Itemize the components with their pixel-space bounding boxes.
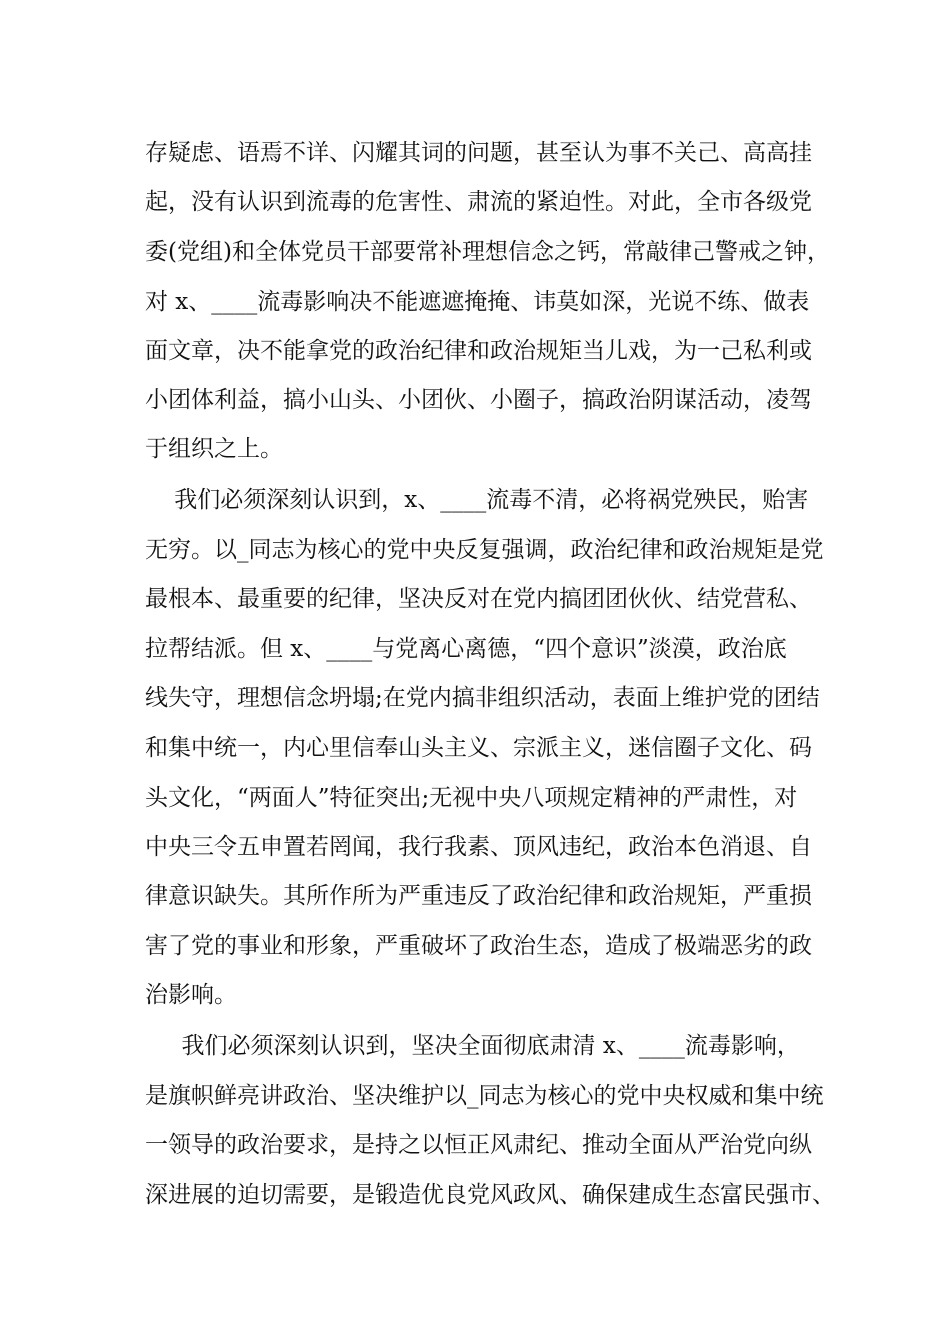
text-line: 拉帮结派。但 x、____与党离心离德，“四个意识”淡漠，政治底	[145, 636, 787, 662]
text-line: 面文章，决不能拿党的政治纪律和政治规矩当儿戏，为一己私利或	[145, 338, 812, 364]
text-line: 线失守，理想信念坍塌;在党内搞非组织活动，表面上维护党的团结	[145, 685, 820, 711]
text-line: 最根本、最重要的纪律，坚决反对在党内搞团团伙伙、结党营私、	[145, 586, 812, 612]
text-line: 起，没有认识到流毒的危害性、肃流的紧迫性。对此，全市各级党	[145, 189, 812, 215]
text-line: 小团体利益，搞小山头、小团伙、小圈子，搞政治阴谋活动，凌驾	[145, 387, 812, 413]
text-line: 是旗帜鲜亮讲政治、坚决维护以_同志为核心的党中央权威和集中统	[145, 1083, 824, 1109]
text-line: 律意识缺失。其所作所为严重违反了政治纪律和政治规矩，严重损	[145, 883, 812, 909]
text-line: 害了党的事业和形象，严重破坏了政治生态，造成了极端恶劣的政	[145, 933, 812, 959]
text-line: 存疑虑、语焉不详、闪耀其词的问题，甚至认为事不关己、高高挂	[145, 140, 812, 166]
text-line: 治影响。	[145, 982, 237, 1008]
text-line: 和集中统一，内心里信奉山头主义、宗派主义，迷信圈子文化、码	[145, 735, 812, 761]
text-line: 一领导的政治要求，是持之以恒正风肃纪、推动全面从严治党向纵	[145, 1132, 812, 1158]
text-line: 头文化，“两面人”特征突出;无视中央八项规定精神的严肃性，对	[145, 785, 798, 811]
text-line: 无穷。以_同志为核心的党中央反复强调，政治纪律和政治规矩是党	[145, 537, 824, 563]
text-line: 深进展的迫切需要，是锻造优良党风政风、确保建成生态富民强市、	[145, 1182, 835, 1208]
text-line: 于组织之上。	[145, 436, 283, 462]
text-line: 我们必须深刻认识到，坚决全面彻底肃清 x、____流毒影响，	[145, 1033, 800, 1059]
text-line: 对 x、____流毒影响决不能遮遮掩掩、讳莫如深，光说不练、做表	[145, 289, 810, 315]
text-line: 委(党组)和全体党员干部要常补理想信念之钙，常敲律己警戒之钟，	[145, 239, 830, 265]
text-line: 中央三令五申置若罔闻，我行我素、顶风违纪，政治本色消退、自	[145, 834, 812, 860]
text-line: 我们必须深刻认识到，x、____流毒不清，必将祸党殃民，贻害	[145, 487, 809, 513]
